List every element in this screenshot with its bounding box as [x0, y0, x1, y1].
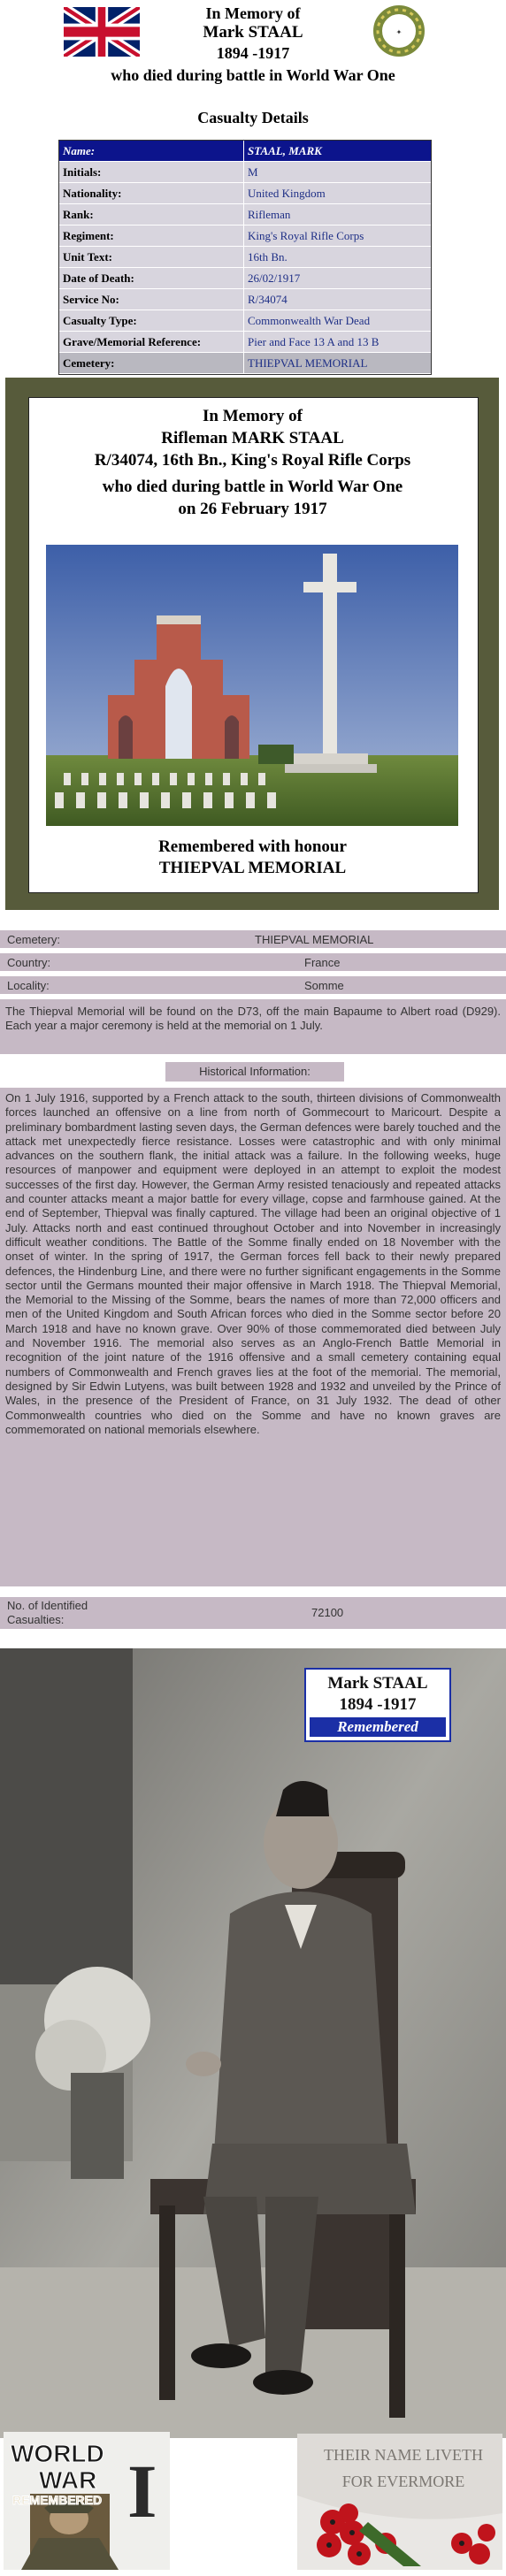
ww1-logo-line2: WAR: [39, 2466, 97, 2494]
casualty-row-label: Grave/Memorial Reference:: [59, 332, 244, 353]
info-row-cemetery: [0, 930, 506, 948]
casualty-row: [59, 247, 431, 268]
casualty-row: [59, 162, 431, 183]
casualty-row-value: Pier and Face 13 A and 13 B: [244, 332, 432, 353]
locality-label: Locality:: [7, 979, 50, 992]
casualty-row-value: King's Royal Rifle Corps: [244, 225, 432, 247]
header-years: 1894 -1917: [216, 44, 290, 62]
casualty-row: [59, 332, 431, 353]
portrait-name: Mark STAAL: [327, 1674, 428, 1693]
ww1-logo-line3: REMEMBERED: [12, 2493, 103, 2507]
casualty-row-value: 26/02/1917: [244, 268, 432, 289]
casualty-row-value: Rifleman: [244, 204, 432, 225]
card-memorial-name: THIEPVAL MEMORIAL: [158, 859, 347, 877]
casualty-row: [59, 310, 431, 332]
cemetery-value: THIEPVAL MEMORIAL: [255, 933, 374, 946]
identified-value: 72100: [311, 1606, 344, 1619]
portrait-photo: [0, 1648, 506, 2438]
casualty-details-title: Casualty Details: [197, 109, 309, 126]
header-name: Mark STAAL: [203, 23, 303, 42]
casualty-row-label: Date of Death:: [59, 268, 244, 289]
casualty-row-label: Casualty Type:: [59, 310, 244, 332]
casualty-row-value: THIEPVAL MEMORIAL: [244, 353, 432, 374]
casualty-row-label: Nationality:: [59, 183, 244, 204]
casualty-row-label: Cemetery:: [59, 353, 244, 374]
their-name-liveth-image: [297, 2434, 502, 2570]
casualty-row-value: 16th Bn.: [244, 247, 432, 268]
casualty-row-value: R/34074: [244, 289, 432, 310]
tnl-line2: FOR EVERMORE: [341, 2473, 465, 2490]
cemetery-label: Cemetery:: [7, 933, 60, 946]
casualty-row: [59, 268, 431, 289]
identified-label: No. of Identified Casualties:: [7, 1599, 88, 1626]
casualty-row-value: M: [244, 162, 432, 183]
portrait-years: 1894 -1917: [339, 1695, 417, 1714]
casualty-row: [59, 353, 431, 374]
tnl-line1: THEIR NAME LIVETH: [324, 2446, 483, 2464]
card-service-unit: R/34074, 16th Bn., King's Royal Rifle Corps: [94, 451, 411, 470]
card-in-memory: In Memory of: [203, 407, 303, 425]
ww1-logo-line1: WORLD: [11, 2440, 104, 2467]
casualty-row: [59, 204, 431, 225]
locality-value: Somme: [304, 979, 344, 992]
casualty-row-value: Commonwealth War Dead: [244, 310, 432, 332]
location-description: The Thiepval Memorial will be found on the D73, off the main Bapaume to Albert road (D929). Each year a major ceremony is held at the memorial on 1 July.: [0, 999, 506, 1054]
card-died-line: who died during battle in World War One: [102, 478, 403, 496]
thiepval-memorial-photo: [46, 545, 458, 826]
info-row-country: [0, 953, 506, 971]
casualty-row: [59, 289, 431, 310]
casualty-row-label: Unit Text:: [59, 247, 244, 268]
world-war-one-remembered-logo: [4, 2432, 170, 2570]
card-remembered-line: Remembered with honour: [158, 837, 347, 856]
country-value: France: [304, 956, 341, 969]
casualty-row-label: Service No:: [59, 289, 244, 310]
casualty-row-label: Rank:: [59, 204, 244, 225]
ww1-logo-numeral: I: [127, 2449, 157, 2534]
portrait-name-label: [304, 1668, 451, 1742]
country-label: Country:: [7, 956, 51, 969]
casualty-details-table: [58, 140, 432, 375]
casualty-row: [59, 183, 431, 204]
casualty-row-label: Name:: [59, 141, 244, 162]
svg-text:✦: ✦: [395, 28, 402, 36]
casualty-row-label: Initials:: [59, 162, 244, 183]
casualty-row-value: STAAL, MARK: [244, 141, 432, 162]
card-date-line: on 26 February 1917: [178, 500, 327, 518]
portrait-remembered: Remembered: [310, 1717, 446, 1737]
header-in-memory: In Memory of: [205, 4, 301, 22]
casualty-row-value: United Kingdom: [244, 183, 432, 204]
info-row-locality: [0, 976, 506, 994]
casualty-row: [59, 225, 431, 247]
casualty-row-label: Regiment:: [59, 225, 244, 247]
history-text: On 1 July 1916, supported by a French attack to the south, thirteen divisions of Commonwealth forces launched an offensive on a line from north of Gommecourt to Maricourt. Despite a preliminary bombardment lasting seven days, the German defences were barely touched and the attack met unexpectedly fierce resistance. Losses were catastrophic and with only minimal advances on the southern flank, the initial attack was a failure. In the following weeks, huge resources of manpower and equipment were deployed in an attempt to exploit the modest successes of the first day. However, the German Army resisted tenaciously and repeated attacks and counter attacks meant a major battle for every village, copse and farmhouse gained. At the end of September, Thiepval was finally captured. The village had been an original objective of 1 July. Attacks north and east continued throughout October and into November in increasingly difficult weather conditions. The Battle of the Somme finally ended on 18 November with the onset of winter. In the spring of 1917, the German forces fell back to their newly prepared defences, the Hindenburg Line, and there were no further significant engagements in the Somme sector until the Germans mounted their major offensive in March 1918. The Thiepval Memorial, the Memorial to the Missing of the Somme, bears the names of more than 72,000 officers and men of the United Kingdom and South African forces who died in the Somme sector before 20 March 1918 and have no known grave. Over 90% of those commemorated died between July and November 1916. The memorial also serves as an Anglo-French Battle Memorial in recognition of the joint nature of the 1916 offensive and a small cemetery containing equal numbers of Commonwealth and French graves lies at the foot of the memorial. The memorial, designed by Sir Edwin Lutyens, was built between 1928 and 1932 and unveiled by the Prince of Wales, in the presence of the President of France, on 31 July 1932. The dead of other Commonwealth countries who died on the Somme and have no known graves are commemorated on national memorials elsewhere.: [0, 1088, 506, 1586]
casualty-row: [59, 141, 431, 162]
historical-information-header: Historical Information:: [165, 1061, 345, 1082]
card-rank-name: Rifleman MARK STAAL: [161, 429, 344, 447]
info-row-identified: [0, 1597, 506, 1629]
header-subtitle: who died during battle in World War One: [111, 66, 395, 84]
